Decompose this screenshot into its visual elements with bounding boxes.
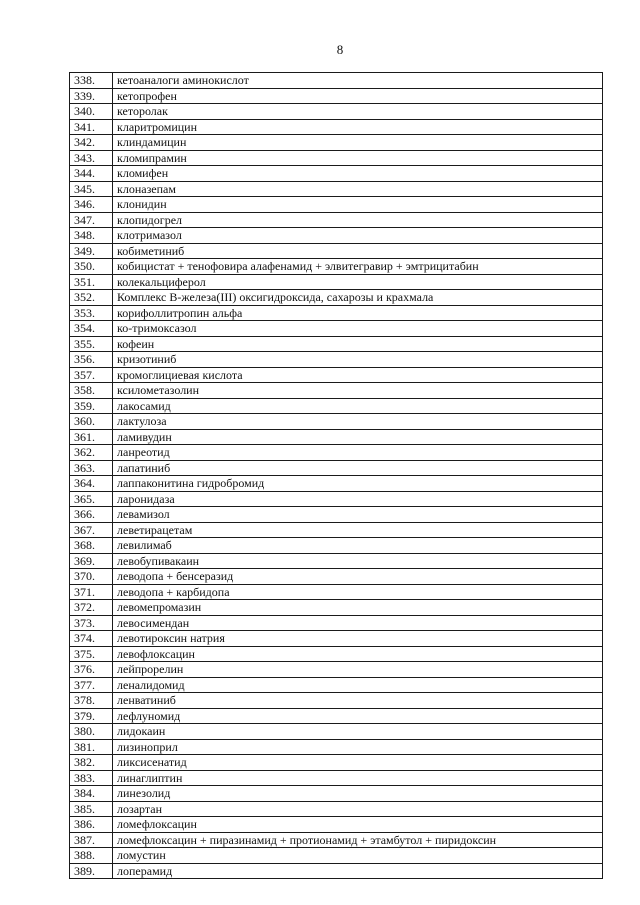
drug-name: колекальциферол [113, 274, 603, 290]
table-row [70, 352, 603, 368]
row-number: 374. [70, 631, 113, 647]
table-row [70, 600, 603, 616]
row-number: 355. [70, 336, 113, 352]
row-number: 382. [70, 755, 113, 771]
table-row [70, 724, 603, 740]
table-row [70, 398, 603, 414]
table-row [70, 755, 603, 771]
drug-name: кеторолак [113, 104, 603, 120]
drug-name: кобиметиниб [113, 243, 603, 259]
drug-name: ламивудин [113, 429, 603, 445]
table-row [70, 491, 603, 507]
row-number: 363. [70, 460, 113, 476]
row-number: 371. [70, 584, 113, 600]
row-number: 367. [70, 522, 113, 538]
table-row [70, 677, 603, 693]
row-number: 359. [70, 398, 113, 414]
drug-name: лейпрорелин [113, 662, 603, 678]
drug-name: ликсисенатид [113, 755, 603, 771]
drug-name: лозартан [113, 801, 603, 817]
table-row [70, 770, 603, 786]
drug-name: кризотиниб [113, 352, 603, 368]
table-row [70, 646, 603, 662]
row-number: 378. [70, 693, 113, 709]
drug-name: ломустин [113, 848, 603, 864]
drug-name: лоперамид [113, 863, 603, 879]
row-number: 357. [70, 367, 113, 383]
row-number: 338. [70, 73, 113, 89]
table-row [70, 832, 603, 848]
drug-name: кетопрофен [113, 88, 603, 104]
drug-name: ломефлоксацин + пиразинамид + протионамид + этамбутол + пиридоксин [113, 832, 603, 848]
row-number: 344. [70, 166, 113, 182]
row-number: 388. [70, 848, 113, 864]
table-row [70, 336, 603, 352]
drug-name: Комплекс В-железа(III) оксигидроксида, сахарозы и крахмала [113, 290, 603, 306]
row-number: 373. [70, 615, 113, 631]
table-row [70, 848, 603, 864]
page-number: 8 [336, 42, 344, 57]
table-row [70, 476, 603, 492]
table-row [70, 569, 603, 585]
table-row [70, 507, 603, 523]
row-number: 379. [70, 708, 113, 724]
table-row [70, 801, 603, 817]
row-number: 380. [70, 724, 113, 740]
row-number: 387. [70, 832, 113, 848]
row-number: 345. [70, 181, 113, 197]
row-number: 341. [70, 119, 113, 135]
row-number: 354. [70, 321, 113, 337]
table-row [70, 104, 603, 120]
row-number: 348. [70, 228, 113, 244]
drug-name: левамизол [113, 507, 603, 523]
table-row [70, 150, 603, 166]
row-number: 370. [70, 569, 113, 585]
drug-name: клоназепам [113, 181, 603, 197]
row-number: 349. [70, 243, 113, 259]
drug-name: кларитромицин [113, 119, 603, 135]
row-number: 376. [70, 662, 113, 678]
table-row [70, 445, 603, 461]
drug-name: леветирацетам [113, 522, 603, 538]
drug-name: левотироксин натрия [113, 631, 603, 647]
drug-name: кромоглициевая кислота [113, 367, 603, 383]
row-number: 389. [70, 863, 113, 879]
drug-name: левосимендан [113, 615, 603, 631]
drug-name: корифоллитропин альфа [113, 305, 603, 321]
drug-name: кломифен [113, 166, 603, 182]
row-number: 347. [70, 212, 113, 228]
drug-name: лидокаин [113, 724, 603, 740]
table-row [70, 88, 603, 104]
row-number: 353. [70, 305, 113, 321]
table-row [70, 817, 603, 833]
table-row [70, 228, 603, 244]
row-number: 343. [70, 150, 113, 166]
row-number: 339. [70, 88, 113, 104]
drug-name: линаглиптин [113, 770, 603, 786]
drug-name: лактулоза [113, 414, 603, 430]
drug-name: левобупивакаин [113, 553, 603, 569]
row-number: 384. [70, 786, 113, 802]
table-row [70, 662, 603, 678]
table-row [70, 414, 603, 430]
row-number: 340. [70, 104, 113, 120]
drug-name: леналидомид [113, 677, 603, 693]
row-number: 383. [70, 770, 113, 786]
drug-name: левилимаб [113, 538, 603, 554]
row-number: 365. [70, 491, 113, 507]
table-row [70, 367, 603, 383]
drug-name: ксилометазолин [113, 383, 603, 399]
row-number: 372. [70, 600, 113, 616]
table-row [70, 429, 603, 445]
drug-name: леводопа + бенсеразид [113, 569, 603, 585]
table-row [70, 305, 603, 321]
row-number: 350. [70, 259, 113, 275]
drug-name: клиндамицин [113, 135, 603, 151]
row-number: 364. [70, 476, 113, 492]
table-row [70, 119, 603, 135]
table-row [70, 274, 603, 290]
table-row [70, 522, 603, 538]
row-number: 377. [70, 677, 113, 693]
drug-name: ланреотид [113, 445, 603, 461]
drug-name: ларонидаза [113, 491, 603, 507]
table-row [70, 708, 603, 724]
table-row [70, 259, 603, 275]
drug-name: лакосамид [113, 398, 603, 414]
table-row [70, 863, 603, 879]
row-number: 352. [70, 290, 113, 306]
table-row [70, 786, 603, 802]
drug-name: левомепромазин [113, 600, 603, 616]
drug-name: ко-тримоксазол [113, 321, 603, 337]
table-row [70, 584, 603, 600]
row-number: 381. [70, 739, 113, 755]
drug-name: лаппаконитина гидробромид [113, 476, 603, 492]
row-number: 368. [70, 538, 113, 554]
table-row [70, 693, 603, 709]
table-row [70, 739, 603, 755]
table-row [70, 243, 603, 259]
row-number: 351. [70, 274, 113, 290]
row-number: 356. [70, 352, 113, 368]
table-row [70, 135, 603, 151]
drug-name: левофлоксацин [113, 646, 603, 662]
table-row [70, 197, 603, 213]
table-row [70, 383, 603, 399]
row-number: 362. [70, 445, 113, 461]
drug-name: клотримазол [113, 228, 603, 244]
row-number: 342. [70, 135, 113, 151]
drug-name: ленватиниб [113, 693, 603, 709]
drug-name: лизиноприл [113, 739, 603, 755]
drug-name: кетоаналоги аминокислот [113, 73, 603, 89]
drug-name: кобицистат + тенофовира алафенамид + элвитегравир + эмтрицитабин [113, 259, 603, 275]
drug-name: лефлуномид [113, 708, 603, 724]
table-row [70, 538, 603, 554]
table-row [70, 166, 603, 182]
drug-name: кофеин [113, 336, 603, 352]
drug-name: линезолид [113, 786, 603, 802]
drug-name: кломипрамин [113, 150, 603, 166]
row-number: 386. [70, 817, 113, 833]
row-number: 366. [70, 507, 113, 523]
table-row [70, 615, 603, 631]
table-row [70, 181, 603, 197]
table-row [70, 290, 603, 306]
table-row [70, 321, 603, 337]
drug-list-table [69, 72, 603, 879]
drug-name: ломефлоксацин [113, 817, 603, 833]
row-number: 360. [70, 414, 113, 430]
drug-name: клонидин [113, 197, 603, 213]
table-row [70, 553, 603, 569]
table-row [70, 73, 603, 89]
table-row [70, 460, 603, 476]
drug-name: клопидогрел [113, 212, 603, 228]
row-number: 369. [70, 553, 113, 569]
row-number: 358. [70, 383, 113, 399]
row-number: 361. [70, 429, 113, 445]
row-number: 385. [70, 801, 113, 817]
table-row [70, 631, 603, 647]
drug-list-body [70, 73, 603, 879]
row-number: 346. [70, 197, 113, 213]
drug-name: леводопа + карбидопа [113, 584, 603, 600]
table-row [70, 212, 603, 228]
row-number: 375. [70, 646, 113, 662]
drug-name: лапатиниб [113, 460, 603, 476]
